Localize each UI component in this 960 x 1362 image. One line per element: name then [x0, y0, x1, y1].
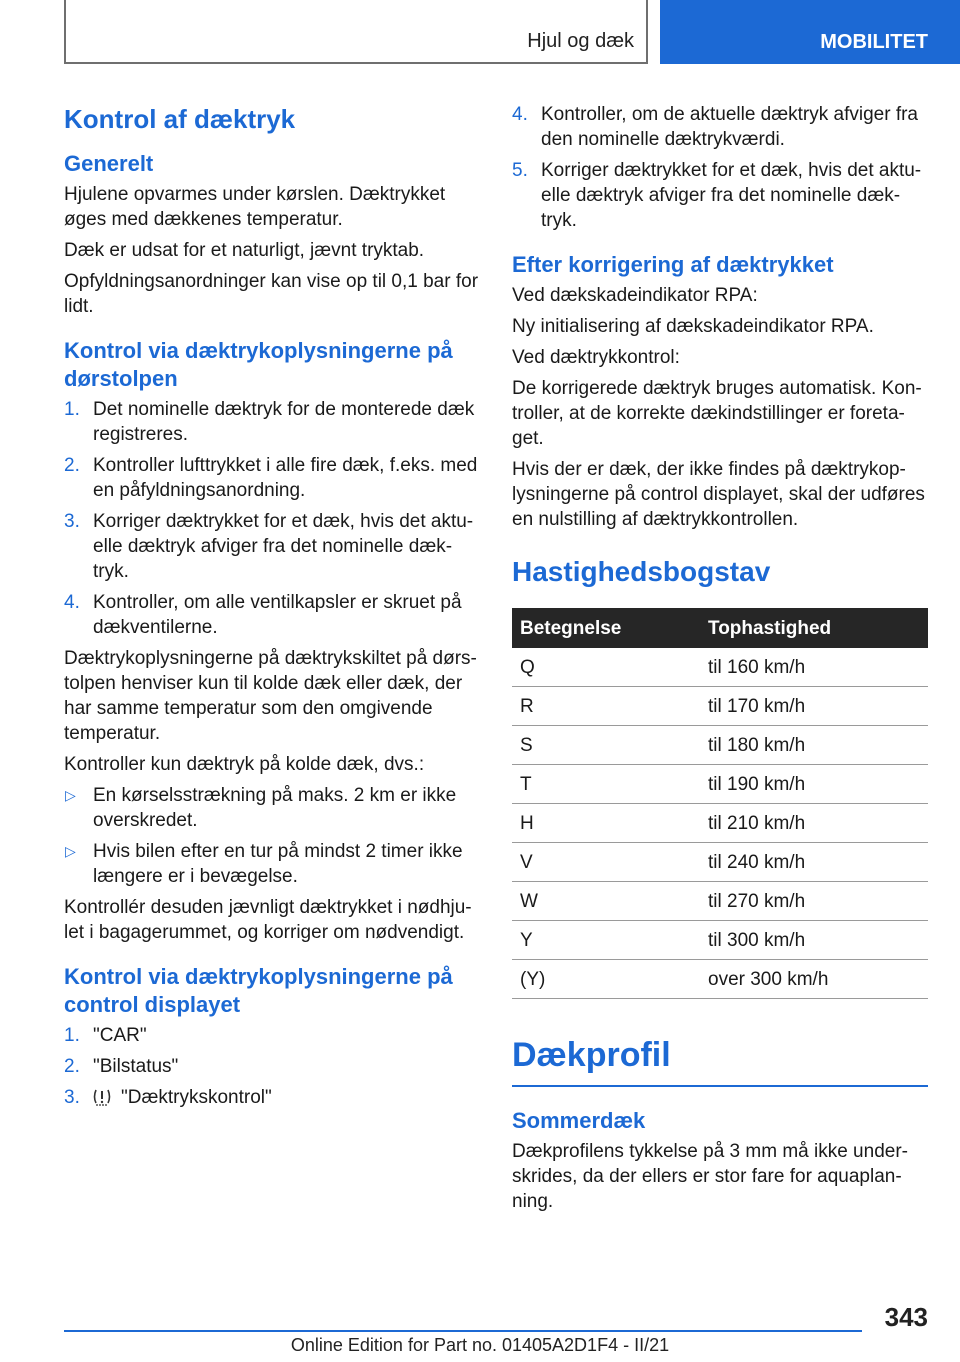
right-column [512, 102, 928, 1220]
paragraph: Kontroller kun dæktryk på kolde dæk, dvs.: [64, 754, 425, 775]
table-cell: til 240 km/h [698, 843, 928, 882]
footer-divider [64, 1330, 862, 1332]
table-row [512, 843, 928, 882]
display-steps-continued [512, 102, 928, 233]
step-text: Kontroller lufttrykket i alle fire dæk, f.eks. med en påfyldningsanordning. [93, 455, 478, 501]
table-row [512, 960, 928, 999]
table-row [512, 726, 928, 765]
column-header: Tophastighed [698, 608, 928, 648]
step-text: "CAR" [93, 1025, 147, 1046]
paragraph: Dæktrykoplysningerne på dæktrykskiltet på dørs-tolpen henviser kun til kolde dæk eller dæk, der har samme temperatur som den omgivende temperatur. [64, 648, 477, 744]
list-item [512, 158, 928, 233]
list-item [64, 839, 480, 889]
summer-tires-heading: Sommerdæk [512, 1108, 646, 1133]
table-row [512, 921, 928, 960]
table-cell: W [512, 882, 698, 921]
list-item [64, 590, 480, 640]
paragraph: Ved dækskadeindikator RPA: [512, 285, 758, 306]
triangle-bullet-icon: ▷ [65, 843, 76, 859]
paragraph: Opfyldningsanordninger kan vise op til 0,1 bar for lidt. [64, 271, 479, 317]
step-number: 3. [64, 511, 80, 532]
paragraph: Hvis der er dæk, der ikke findes på dæktrykop-lysningerne på control displayet, skal der udføres en nulstilling af dæktrykkontrollen. [512, 459, 925, 530]
header-section-title: Hjul og dæk [527, 30, 634, 52]
speed-letter-heading: Hastighedsbogstav [512, 556, 771, 587]
column-header: Betegnelse [512, 608, 698, 648]
page-title: Kontrol af dæktryk [64, 104, 296, 134]
table-cell: til 180 km/h [698, 726, 928, 765]
table-row [512, 687, 928, 726]
list-item [64, 509, 480, 584]
triangle-bullet-icon: ▷ [65, 787, 76, 803]
list-item [64, 453, 480, 503]
page-number: 343 [884, 1302, 928, 1332]
list-item [64, 783, 480, 833]
table-row [512, 648, 928, 687]
table-cell: til 190 km/h [698, 765, 928, 804]
step-number: 3. [64, 1087, 80, 1108]
step-text: Kontroller, om alle ventilkapsler er skruet på dækventilerne. [93, 592, 462, 638]
step-text: Det nominelle dæktryk for de monterede dæk registreres. [93, 399, 475, 445]
bullet-text: Hvis bilen efter en tur på mindst 2 timer ikke længere er i bevægelse. [93, 841, 463, 887]
tread-depth-heading: Dækprofil [512, 1033, 928, 1087]
footer [0, 1335, 960, 1356]
list-item [512, 102, 928, 152]
list-item [64, 1023, 480, 1048]
table-cell: H [512, 804, 698, 843]
speed-table [512, 608, 928, 999]
step-text: Kontroller, om de aktuelle dæktryk afviger fra den nominelle dæktrykværdi. [541, 104, 919, 150]
step-text: Korriger dæktrykket for et dæk, hvis det aktu-elle dæktryk afviger fra det nominelle dæk-tryk. [541, 160, 922, 231]
paragraph: Ny initialisering af dækskadeindikator RPA. [512, 316, 874, 337]
table-cell: V [512, 843, 698, 882]
table-cell: til 210 km/h [698, 804, 928, 843]
paragraph: Dæk er udsat for et naturligt, jævnt tryktab. [64, 240, 425, 261]
table-row [512, 804, 928, 843]
doorpillar-heading: Kontrol via dæktrykoplysningerne på dørstolpen [64, 338, 453, 391]
paragraph: De korrigerede dæktryk bruges automatisk. Kon-troller, at de korrekte dækindstillinger er foreta-get. [512, 378, 922, 449]
table-cell: R [512, 687, 698, 726]
paragraph: Dækprofilens tykkelse på 3 mm må ikke under-skrides, da der ellers er stor fare for aquaplan-ning. [512, 1141, 908, 1212]
step-number: 2. [64, 1056, 80, 1077]
list-item [64, 1054, 480, 1079]
step-text: "Bilstatus" [93, 1056, 179, 1077]
paragraph: Kontrollér desuden jævnligt dæktrykket i nødhju-let i bagagerummet, og korriger om nødvendigt. [64, 897, 472, 943]
step-number: 4. [64, 592, 80, 613]
display-steps [64, 1023, 480, 1110]
condition-bullets [64, 783, 480, 889]
table-cell: Y [512, 921, 698, 960]
table-cell: til 160 km/h [698, 648, 928, 687]
step-number: 1. [64, 399, 80, 420]
table-cell: (Y) [512, 960, 698, 999]
paragraph: Ved dæktrykkontrol: [512, 347, 680, 368]
tire-pressure-warning-icon [93, 1087, 111, 1107]
table-cell: til 170 km/h [698, 687, 928, 726]
list-item [64, 397, 480, 447]
step-number: 1. [64, 1025, 80, 1046]
step-number: 4. [512, 104, 528, 125]
list-item [64, 1085, 480, 1110]
edition-text: Online Edition for Part no. 01405A2D1F4 - II/21 [290, 1335, 670, 1355]
table-cell: til 270 km/h [698, 882, 928, 921]
doorpillar-steps [64, 397, 480, 640]
table-cell: over 300 km/h [698, 960, 928, 999]
step-number: 2. [64, 455, 80, 476]
table-cell: til 300 km/h [698, 921, 928, 960]
table-row [512, 882, 928, 921]
table-row [512, 765, 928, 804]
step-text: "Dæktrykskontrol" [121, 1087, 272, 1108]
table-cell: S [512, 726, 698, 765]
bullet-text: En kørselsstrækning på maks. 2 km er ikke overskredet. [93, 785, 457, 831]
table-cell: T [512, 765, 698, 804]
table-cell: Q [512, 648, 698, 687]
step-text: Korriger dæktrykket for et dæk, hvis det aktu-elle dæktryk afviger fra det nominelle dæk-tryk. [93, 511, 474, 582]
header-chapter-tab: MOBILITET [660, 0, 960, 64]
paragraph: Hjulene opvarmes under kørslen. Dæktrykket øges med dækkenes temperatur. [64, 184, 446, 230]
left-column [64, 102, 480, 1116]
table-header-row [512, 608, 928, 648]
after-correction-heading: Efter korrigering af dæktrykket [512, 252, 834, 277]
step-number: 5. [512, 160, 528, 181]
header-frame [64, 0, 648, 64]
display-heading: Kontrol via dæktrykoplysningerne på control displayet [64, 964, 453, 1017]
general-heading: Generelt [64, 151, 154, 176]
